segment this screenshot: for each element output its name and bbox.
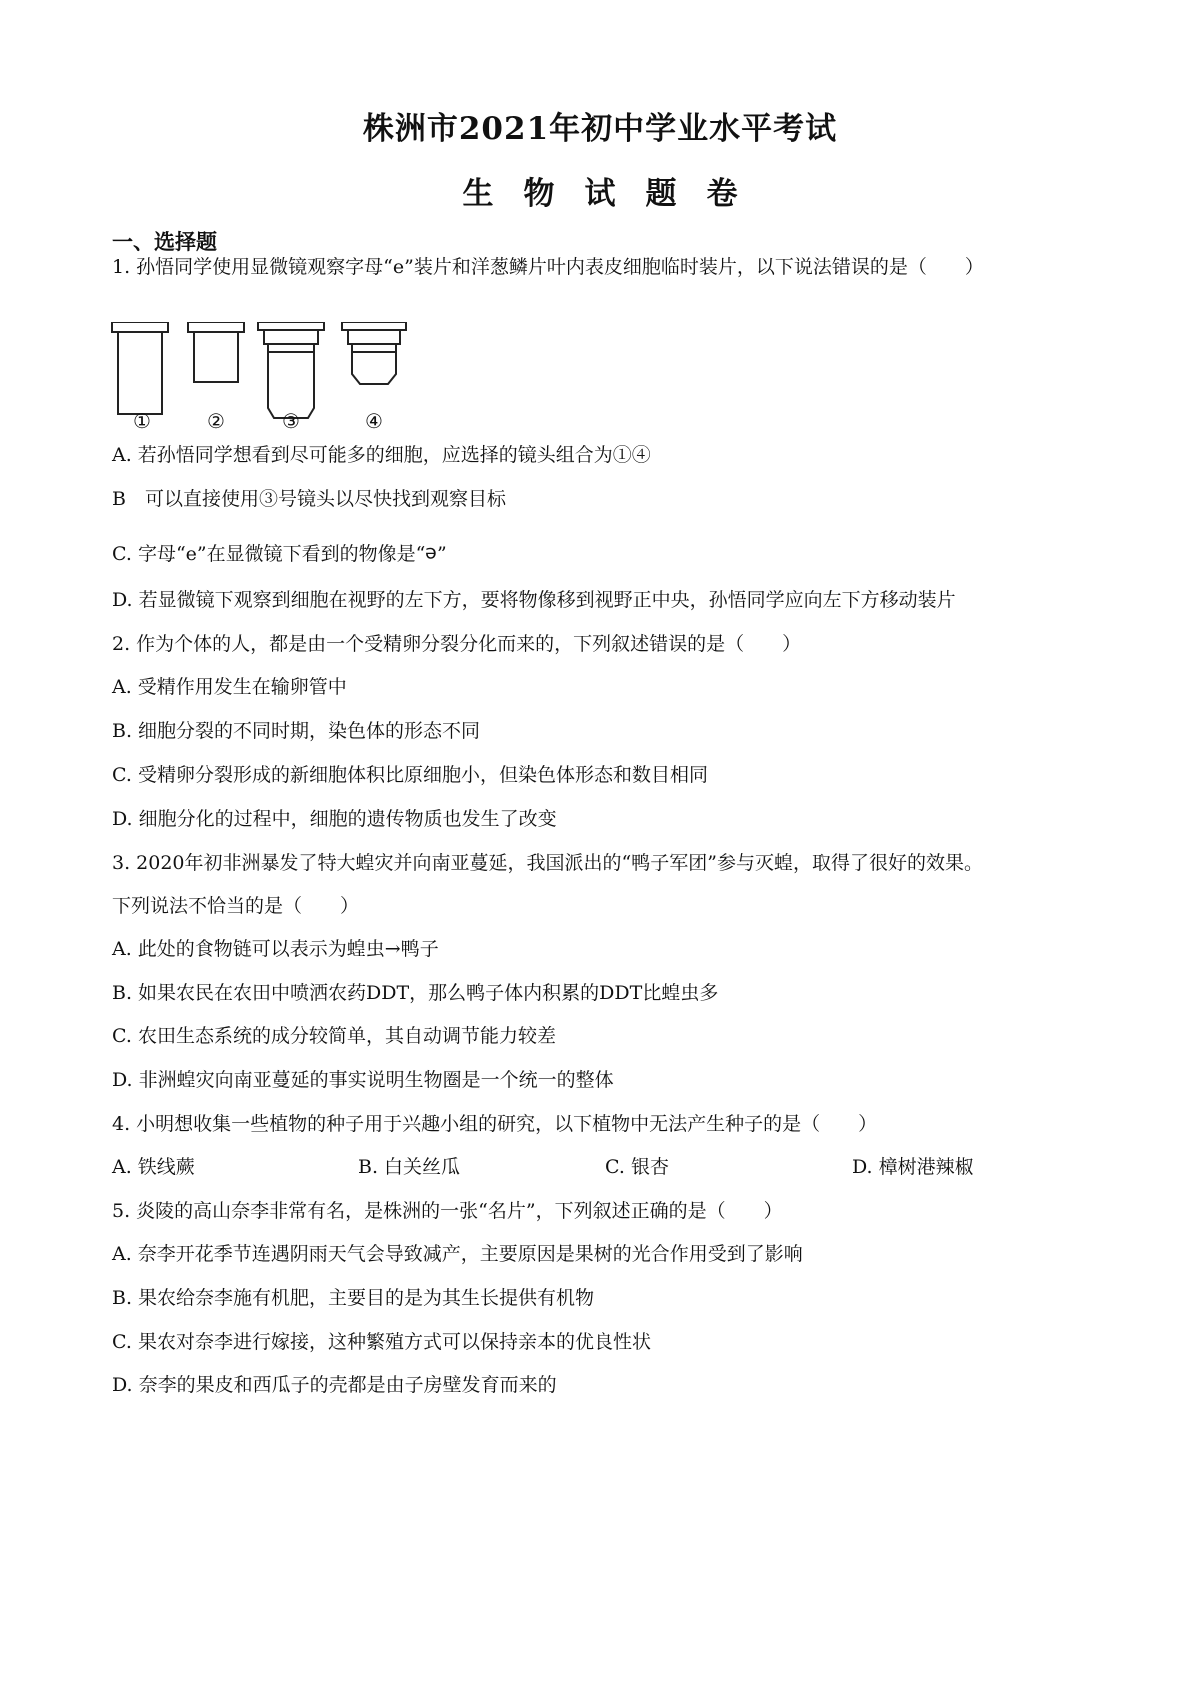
- objective-long-icon: [258, 322, 324, 418]
- exam-title: 株洲市2021年初中学业水平考试: [362, 111, 838, 147]
- exam-subtitle: 生物试题卷: [462, 176, 768, 212]
- question-1-option-c-close: ”: [437, 543, 447, 565]
- question-1-option-c: [112, 541, 447, 567]
- lens-label-3: ③: [282, 409, 300, 433]
- question-5-option-b: B. 果农给奈李施有机肥，主要目的是为其生长提供有机物: [112, 1287, 595, 1309]
- question-3-option-d: D. 非洲蝗灾向南亚蔓延的事实说明生物圈是一个统一的整体: [112, 1069, 614, 1091]
- question-1-option-d: D. 若显微镜下观察到细胞在视野的左下方，要将物像移到视野正中央，孙悟同学应向左下方移动装片: [112, 589, 956, 611]
- inverted-e-glyph: e: [425, 543, 438, 565]
- question-5-option-d: D. 奈李的果皮和西瓜子的壳都是由子房壁发育而来的: [112, 1374, 557, 1396]
- question-5-option-c: C. 果农对奈李进行嫁接，这种繁殖方式可以保持亲本的优良性状: [112, 1331, 651, 1353]
- question-4-stem: 4. 小明想收集一些植物的种子用于兴趣小组的研究，以下植物中无法产生种子的是（ ）: [112, 1113, 878, 1135]
- question-4-option-a: A. 铁线蕨: [112, 1156, 195, 1178]
- question-3-option-b: B. 如果农民在农田中喷洒农药DDT，那么鸭子体内积累的DDT比蝗虫多: [112, 982, 719, 1004]
- question-4-option-c: C. 银杏: [605, 1156, 669, 1178]
- question-1-option-b: B 可以直接使用③号镜头以尽快找到观察目标: [112, 488, 506, 510]
- question-5-option-a: A. 奈李开花季节连遇阴雨天气会导致减产，主要原因是果树的光合作用受到了影响: [112, 1243, 803, 1265]
- question-1-option-c-text: C. 字母“e”在显微镜下看到的物像是“: [112, 543, 426, 565]
- lens-label-1: ①: [133, 409, 151, 433]
- objective-short-icon: [342, 322, 406, 384]
- question-3-option-c: C. 农田生态系统的成分较简单，其自动调节能力较差: [112, 1025, 556, 1047]
- question-4-option-d: D. 樟树港辣椒: [852, 1156, 974, 1178]
- eyepiece-long-icon: [112, 322, 168, 414]
- question-2-option-c: C. 受精卵分裂形成的新细胞体积比原细胞小，但染色体形态和数目相同: [112, 764, 708, 786]
- question-2-option-b: B. 细胞分裂的不同时期，染色体的形态不同: [112, 720, 481, 742]
- question-3-stem-line-1: 3. 2020年初非洲暴发了特大蝗灾并向南亚蔓延，我国派出的“鸭子军团”参与灭蝗，取得了很好的效果。: [112, 852, 983, 874]
- question-2-option-d: D. 细胞分化的过程中，细胞的遗传物质也发生了改变: [112, 808, 557, 830]
- question-3-stem-line-2: 下列说法不恰当的是（ ）: [112, 895, 360, 917]
- section-heading: 一、选择题: [112, 229, 217, 254]
- question-1-option-a: A. 若孙悟同学想看到尽可能多的细胞，应选择的镜头组合为①④: [112, 444, 651, 466]
- eyepiece-short-icon: [188, 322, 244, 382]
- question-1-stem: 1. 孙悟同学使用显微镜观察字母“e”装片和洋葱鳞片叶内表皮细胞临时装片，以下说法错误的是（ ）: [112, 256, 984, 278]
- lens-label-4: ④: [365, 409, 383, 433]
- question-2-stem: 2. 作为个体的人，都是由一个受精卵分裂分化而来的，下列叙述错误的是（ ）: [112, 633, 802, 655]
- question-5-stem: 5. 炎陵的高山奈李非常有名，是株洲的一张“名片”，下列叙述正确的是（ ）: [112, 1200, 783, 1222]
- question-4-option-b: B. 白关丝瓜: [358, 1156, 461, 1178]
- question-3-option-a: A. 此处的食物链可以表示为蝗虫→鸭子: [112, 938, 439, 960]
- lens-label-2: ②: [207, 409, 225, 433]
- question-2-option-a: A. 受精作用发生在输卵管中: [112, 676, 347, 698]
